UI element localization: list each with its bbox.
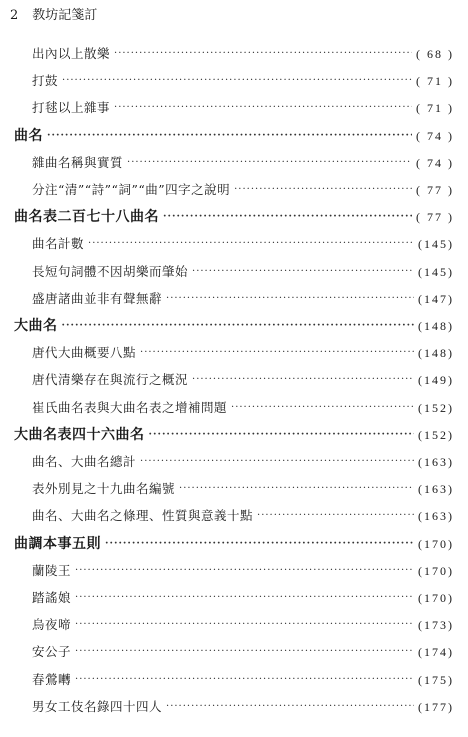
dot-leader	[163, 207, 412, 227]
toc-entry-title: 曲調本事五則	[14, 535, 101, 552]
toc-entry-page: (148)	[418, 346, 454, 361]
toc-subentry[interactable]	[32, 44, 454, 64]
toc-entry-title: 曲名表二百七十八曲名	[14, 209, 159, 226]
dot-leader	[234, 180, 412, 200]
toc-entry-page: (175)	[418, 672, 454, 687]
toc-subentry[interactable]	[32, 71, 454, 91]
toc-subentry[interactable]	[32, 180, 454, 200]
dot-leader	[140, 343, 414, 363]
toc-entry-page: ( 71 )	[416, 101, 454, 116]
toc-entry-page: (170)	[418, 563, 454, 578]
toc-entry-page: ( 74 )	[416, 128, 454, 143]
toc-subentry[interactable]	[32, 506, 454, 526]
dot-leader	[149, 425, 415, 445]
dot-leader	[75, 642, 414, 662]
dot-leader	[75, 615, 414, 635]
dot-leader	[192, 262, 414, 282]
toc-entry-page: (177)	[418, 699, 454, 714]
dot-leader	[114, 44, 412, 64]
toc-entry-page: (173)	[418, 618, 454, 633]
toc-entry-title: 安公子	[32, 644, 72, 660]
toc-entry-page: (149)	[418, 373, 454, 388]
toc-entry-page: (174)	[418, 645, 454, 660]
toc-entry-page: ( 71 )	[416, 74, 454, 89]
toc-entry-title: 曲名	[14, 127, 43, 144]
toc-entry-title: 打毬以上雜事	[32, 100, 111, 116]
toc-subentry[interactable]	[32, 452, 454, 472]
toc-subentry[interactable]	[32, 642, 454, 662]
toc-subentry[interactable]	[32, 670, 454, 690]
toc-section-entry[interactable]	[14, 126, 454, 146]
toc-entry-page: (148)	[418, 319, 454, 333]
toc-entry-title: 雜曲名稱與實質	[32, 154, 124, 170]
toc-subentry[interactable]	[32, 262, 454, 282]
toc-entry-title: 唐代清樂存在與流行之概況	[32, 372, 189, 388]
dot-leader	[75, 670, 414, 690]
toc-entry-title: 春鶯囀	[32, 671, 72, 687]
dot-leader	[47, 126, 412, 146]
dot-leader	[231, 398, 414, 418]
toc-entry-page: (170)	[418, 536, 454, 551]
toc-entry-title: 唐代大曲概要八點	[32, 345, 137, 361]
toc-entry-title: 長短句詞體不因胡樂而肇始	[32, 263, 189, 279]
toc-entry-title: 分注“清”“詩”“詞”“曲”四字之說明	[32, 182, 231, 197]
toc-entry-title: 出內以上散樂	[32, 46, 111, 61]
dot-leader	[140, 452, 414, 472]
dot-leader	[88, 234, 414, 254]
toc-entry-page: ( 74 )	[416, 155, 454, 170]
dot-leader	[105, 534, 414, 554]
toc-section-entry[interactable]	[14, 534, 454, 554]
toc-entry-page: (152)	[418, 427, 454, 442]
toc-entry-page: (145)	[418, 237, 454, 252]
toc-subentry[interactable]	[32, 289, 454, 309]
toc-entry-title: 踏謠娘	[32, 590, 72, 605]
toc-subentry[interactable]	[32, 343, 454, 363]
toc-entry-title: 曲名、大曲名總計	[32, 454, 137, 469]
toc-entry-title: 蘭陵王	[32, 562, 72, 578]
toc-entry-page: (163)	[418, 482, 454, 497]
dot-leader	[166, 289, 414, 309]
toc-section-entry[interactable]	[14, 316, 454, 336]
page-number: 2	[10, 8, 19, 23]
toc-entry-title: 崔氏曲名表與大曲名表之增補問題	[32, 399, 228, 415]
toc-section-entry[interactable]	[14, 207, 454, 227]
toc-subentry[interactable]	[32, 479, 454, 499]
toc-entry-page: (145)	[418, 264, 454, 279]
book-title: 教坊記箋訂	[32, 8, 98, 23]
toc-subentry[interactable]	[32, 153, 454, 173]
toc-entry-title: 大曲名	[14, 318, 58, 334]
toc-entry-title: 大曲名表四十六曲名	[14, 426, 145, 443]
toc-entry-title: 打鼓	[32, 73, 59, 89]
dot-leader	[166, 697, 414, 717]
toc-entry-title: 曲名、大曲名之條理、性質與意義十點	[32, 508, 254, 524]
toc-subentry[interactable]	[32, 561, 454, 581]
toc-entry-page: (163)	[418, 509, 454, 524]
toc-entry-title: 男女工伎名錄四十四人	[32, 698, 163, 714]
toc-entry-page: (147)	[418, 291, 454, 306]
toc-entry-title: 表外別見之十九曲名編號	[32, 481, 176, 497]
toc-subentry[interactable]	[32, 615, 454, 635]
toc-entry-page: (152)	[418, 400, 454, 415]
toc-subentry[interactable]	[32, 697, 454, 717]
toc-entry-title: 曲名計數	[32, 236, 85, 252]
toc-subentry[interactable]	[32, 588, 454, 608]
toc-subentry[interactable]	[32, 234, 454, 254]
toc-section-entry[interactable]	[14, 425, 454, 445]
toc-entry-page: ( 68 )	[416, 47, 454, 61]
dot-leader	[75, 561, 414, 581]
dot-leader	[114, 98, 412, 118]
toc-entry-page: (163)	[418, 455, 454, 469]
toc-subentry[interactable]	[32, 98, 454, 118]
running-header	[10, 6, 97, 26]
dot-leader	[257, 506, 414, 526]
toc-entry-page: ( 77 )	[416, 183, 454, 197]
toc-entry-page: ( 77 )	[416, 210, 454, 225]
dot-leader	[127, 153, 412, 173]
dot-leader	[62, 71, 412, 91]
dot-leader	[62, 316, 415, 336]
toc-entry-title: 烏夜啼	[32, 617, 72, 633]
dot-leader	[192, 370, 414, 390]
toc-subentry[interactable]	[32, 398, 454, 418]
toc-entry-title: 盛唐諸曲並非有聲無辭	[32, 290, 163, 306]
toc-subentry[interactable]	[32, 370, 454, 390]
toc-entry-page: (170)	[418, 591, 454, 605]
dot-leader	[75, 588, 414, 608]
dot-leader	[179, 479, 414, 499]
